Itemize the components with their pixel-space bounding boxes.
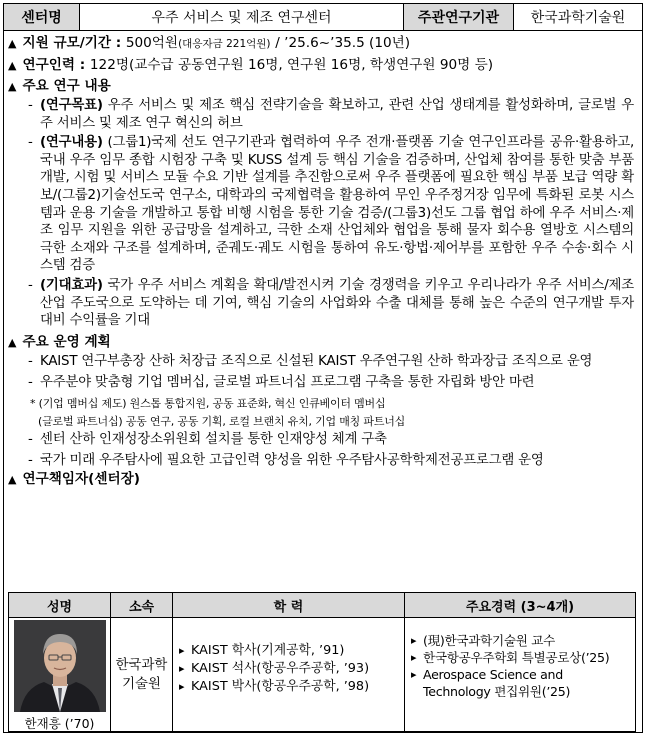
section-title-operation: ▲ 주요 운영 계획 [8, 333, 111, 350]
partnership-note: (글로벌 파트너십) 공동 연구, 공동 기획, 로컬 브랜치 유치, 기업 매칭 파트너십 [38, 414, 406, 428]
center-label: 센터명 [4, 4, 80, 30]
education-item: ▸ KAIST 석사(항공우주공학, ’93) [179, 660, 400, 678]
content-item: - (기대효과) 국가 우주 서비스 계획을 확대/발전시켜 기술 경쟁력을 키우고 우리나라가 우주 서비스/제조 산업 주도국으로 도약하는 데 기여, 핵심 기술의 사업화와 수출 대체를 통해 높은 수준의 연구개발 투자 대비 수익률을 기대 [28, 277, 634, 329]
staff-label: 연구인력 : [22, 57, 86, 73]
operation-item: - KAIST 연구부총장 산하 처장급 조직으로 신설된 KAIST 우주연구원 산하 학과장급 조직으로 운영 [28, 353, 593, 369]
education-item: ▸ KAIST 박사(항공우주공학, ’98) [179, 678, 400, 696]
director-affiliation: 한국과학기술원 [111, 618, 173, 732]
career-item: ▸ Aerospace Science and Technology 편집위원(’25) [411, 666, 629, 700]
header-table [4, 4, 642, 31]
support-amount: 500억원 [125, 35, 179, 51]
operation-item: - 국가 미래 우주탐사에 필요한 고급인력 양성을 위한 우주탐사공학학제전공프로그램 운영 [28, 452, 544, 468]
director-name: 한재흥 (’70) [24, 716, 95, 731]
section-title-director: ▲ 연구책임자(센터장) [8, 470, 140, 487]
director-photo [14, 620, 106, 712]
triangle-marker-icon: ▲ [8, 37, 17, 50]
operation-item: - 우주분야 맞춤형 기업 멤버십, 글로벌 파트너십 프로그램 구축을 통한 자립화 방안 마련 [28, 374, 535, 390]
document-body [4, 31, 642, 489]
triangle-marker-icon: ▲ [8, 335, 17, 349]
career-item: ▸ (現)한국과학기술원 교수 [411, 632, 629, 649]
staff-value: 122명(교수급 공동연구원 16명, 연구원 16명, 학생연구원 90명 등) [89, 57, 494, 73]
operation-item: - 센터 산하 인재성장소위원회 설치를 통한 인재양성 체계 구축 [28, 431, 387, 447]
photo-cell [9, 618, 111, 732]
col-career: 주요경력 (3~4개) [465, 599, 575, 615]
col-name: 성명 [9, 593, 111, 617]
host-label: 주관연구기관 [404, 4, 514, 30]
membership-note: * (기업 멤버십 제도) 원스톱 통합지원, 공동 표준화, 혁신 인큐베이터 멤버십 [30, 396, 386, 410]
item-tag: (기대효과) [40, 277, 103, 293]
triangle-marker-icon: ▲ [8, 80, 17, 93]
section-title-content: ▲ 주요 연구 내용 [8, 78, 111, 94]
career-item: ▸ 한국항공우주학회 특별공로상(’25) [411, 649, 629, 666]
content-item: - (연구목표) 우주 서비스 및 제조 핵심 전략기술을 확보하고, 관련 산업 생태계를 활성화하며, 글로벌 우주 서비스 및 제조 연구 혁신의 허브 [28, 98, 634, 131]
host-name: 한국과학기술원 [530, 10, 626, 26]
triangle-marker-icon: ▲ [8, 59, 17, 72]
item-tag: (연구목표) [40, 98, 103, 113]
document-frame [3, 3, 643, 733]
education-item: ▸ KAIST 학사(기계공학, ’91) [179, 642, 400, 660]
content-item: - (연구내용) (그룹1)국제 선도 연구기관과 협력하여 우주 전개·플랫폼 기술 연구인프라를 공유·활용하고, 국내 우주 임무 종합 시험장 구축 및 KUSS 설계 등 핵심 기술을 검증하며, 산업체 참여를 통한 맞춤 부품 개발, 시험 및 서비스 모듈 수요 기반 설계를 추진함으로써 우주 플랫폼에 필요한 핵심 부품 보급 역량 확보/(그룹2)기술선도국 연구소, 대학과의 국제협력을 활용하여 무인 우주정거장 임무에 특화된 로봇 시스템과 운용 기술을 개발하고 통합 비행 시험을 통한 기술 검증/(그룹3)선도 그룹 협업 하에 우주 서비스·제조 임무 지원을 위한 공급망을 설계하고, 극한 소재 산업체와 협업을 통해 물자 회수용 열방호 시스템의 극한 소재와 구조를 설계하며, 준궤도·궤도 시험을 통하여 유도·항법·제어부를 포함한 우주 수송·회수 시스템 검증 [28, 135, 634, 274]
support-label: 지원 규모/기간 : [22, 35, 122, 51]
staff-line [8, 55, 636, 76]
support-matching: (대응자금 221억원) [178, 38, 271, 50]
director-table-header [9, 593, 635, 618]
center-name: 우주 서비스 및 제조 연구센터 [80, 4, 404, 30]
col-affiliation: 소속 [111, 593, 173, 617]
item-tag: (연구내용) [40, 135, 103, 151]
triangle-marker-icon: ▲ [8, 472, 17, 486]
education-list [173, 618, 405, 732]
col-education: 학 력 [173, 593, 405, 617]
portrait-icon [14, 620, 106, 712]
career-list [405, 618, 635, 732]
director-row [9, 618, 635, 732]
support-period: / ’25.6~’35.5 (10년) [275, 35, 411, 51]
director-table [8, 592, 636, 732]
support-line [8, 33, 636, 55]
